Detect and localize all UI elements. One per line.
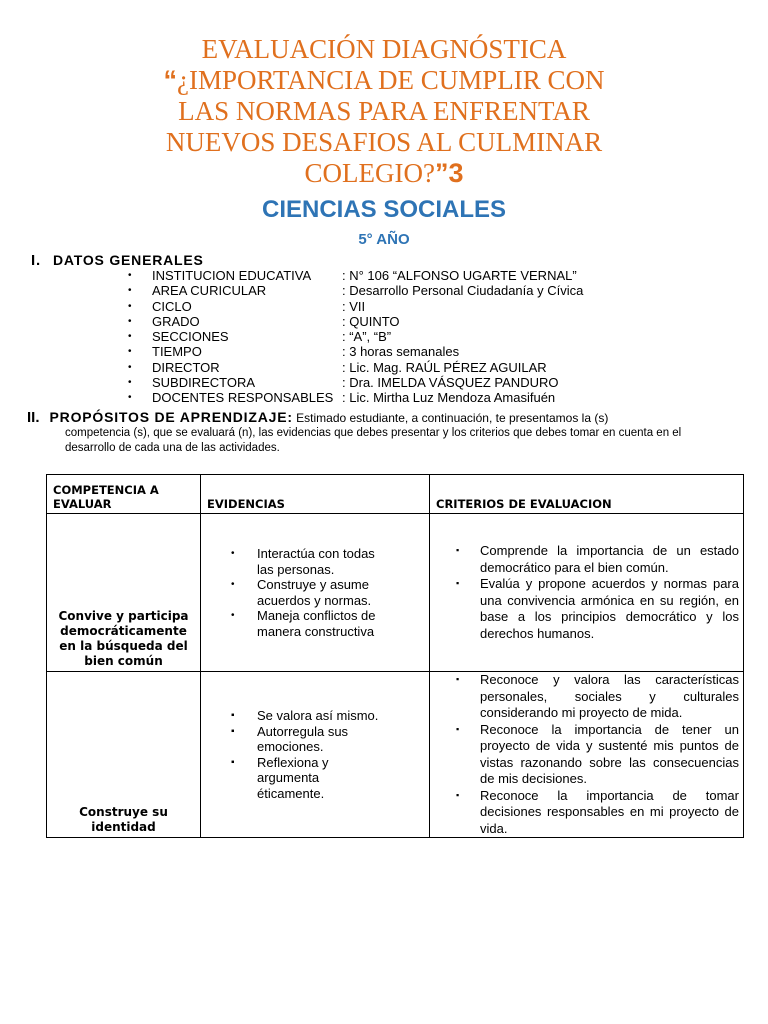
evidence-cell [201, 514, 430, 672]
field-value: : “A”, “B” [342, 329, 392, 345]
field-label: SECCIONES [152, 329, 229, 345]
bullet: ▪ [456, 578, 460, 588]
evidence-text: Autorregula sus emociones. [257, 723, 349, 754]
bullet: • [231, 548, 235, 559]
close-quote: ”3 [434, 158, 464, 188]
grade-heading: 5° AÑO [358, 231, 410, 248]
title-line-3: LAS NORMAS PARA ENFRENTAR [178, 96, 590, 126]
bullet: ▪ [456, 723, 460, 734]
evidence-text: Reflexiona y argumenta éticamente. [257, 754, 329, 801]
purpose-intro-continued: competencia (s), que se evaluará (n), las evidencias que debes presentar y los criterios que debes tomar en cuenta en el desarrollo de cada una de las actividades. [65, 427, 682, 454]
criterion-text: Comprende la importancia de un estado democrático para el bien común. [480, 543, 739, 575]
general-data-item [128, 360, 728, 375]
evidence-item [201, 755, 382, 802]
evidence-item [201, 708, 382, 724]
field-label: DIRECTOR [152, 359, 220, 375]
general-data-item [128, 390, 728, 405]
criterion-text: Reconoce la importancia de tomar decisiones responsables en mi proyecto de vida. [480, 787, 739, 836]
section-propositos [27, 410, 717, 455]
title-line-4: NUEVOS DESAFIOS AL CULMINAR [165, 127, 603, 157]
bullet: • [128, 270, 132, 281]
bullet: • [128, 285, 132, 297]
title-line-2-text: ¿IMPORTANCIA DE CUMPLIR CON [177, 65, 605, 95]
evidence-item [201, 608, 382, 639]
bullet: ▪ [456, 545, 460, 555]
header-evidencias: EVIDENCIAS [201, 475, 430, 514]
field-label: DOCENTES RESPONSABLES [152, 390, 334, 406]
section-heading: DATOS GENERALES [52, 252, 204, 268]
general-data-item [128, 283, 728, 298]
criteria-list [430, 672, 743, 837]
field-value: : Desarrollo Personal Ciudadanía y Cívica [342, 283, 584, 299]
bullet: • [128, 346, 132, 358]
criterion-text: Reconoce y valora las características personales, sociales y culturales considerando mi proyecto de mida. [480, 672, 739, 720]
title-line-5-text: COLEGIO? [304, 158, 435, 188]
evidence-item [201, 546, 382, 577]
title-line-5 [0, 158, 768, 189]
evidence-list [201, 708, 429, 801]
general-data-item [128, 329, 728, 344]
competency-table [46, 474, 744, 838]
field-label: TIEMPO [152, 344, 202, 360]
field-label: INSTITUCION EDUCATIVA [152, 268, 312, 283]
bullet: • [128, 392, 132, 404]
general-data-item [128, 299, 728, 314]
general-data-item [128, 375, 728, 390]
open-quote: “ [163, 65, 177, 95]
bullet: • [128, 300, 132, 312]
field-label: AREA CURICULAR [152, 283, 267, 299]
purpose-intro: Estimado estudiante, a continuación, te presentamos la (s) [296, 411, 609, 425]
bullet: • [128, 331, 132, 343]
field-value: : 3 horas semanales [342, 344, 460, 360]
general-data-item [128, 344, 728, 359]
criterion-item [430, 788, 743, 838]
criterion-text: Evalúa y propone acuerdos y normas para una convivencia armónica en su región, en base a los principios democrático y los derechos humanos. [480, 576, 739, 641]
criteria-cell [430, 514, 744, 672]
field-label: GRADO [152, 313, 200, 329]
field-value: : QUINTO [342, 313, 400, 329]
general-data-item [128, 268, 728, 283]
evidence-item [201, 577, 382, 608]
bullet: • [231, 610, 235, 621]
field-value: : VII [342, 298, 366, 314]
bullet: • [128, 361, 132, 373]
section-datos-generales [31, 252, 204, 269]
header-criterios: CRITERIOS DE EVALUACION [430, 475, 744, 514]
subject-heading: CIENCIAS SOCIALES [261, 196, 507, 223]
evidence-text: Construye y asume acuerdos y normas. [257, 577, 372, 608]
bullet: • [128, 377, 132, 389]
bullet: ▪ [231, 710, 235, 721]
title-line-1: EVALUACIÓN DIAGNÓSTICA [201, 34, 567, 64]
criteria-cell [430, 672, 744, 838]
criterion-item [430, 576, 743, 642]
criterion-item [430, 672, 743, 722]
bullet: ▪ [231, 756, 235, 768]
competency-cell: Construye su identidad [47, 672, 201, 838]
field-label: SUBDIRECTORA [152, 375, 256, 391]
evidence-text: Se valora así mismo. [257, 708, 379, 723]
criteria-list [430, 543, 743, 642]
field-value: : Lic. Mag. RAÚL PÉREZ AGUILAR [342, 359, 547, 375]
evidence-cell [201, 672, 430, 838]
criterion-item [430, 722, 743, 788]
general-data-item [128, 314, 728, 329]
criterion-item [430, 543, 743, 576]
field-value: : Dra. IMELDA VÁSQUEZ PANDURO [342, 375, 559, 391]
field-value: : Lic. Mirtha Luz Mendoza Amasifuén [342, 390, 556, 406]
evidence-text: Maneja conflictos de manera constructiva [257, 608, 376, 639]
header-competencia: COMPETENCIA A EVALUAR [47, 475, 201, 514]
section-heading: PROPÓSITOS DE APRENDIZAJE: [49, 409, 293, 425]
table-row [47, 514, 744, 672]
evidence-item [201, 724, 382, 755]
evidence-list [201, 546, 429, 639]
title-line-2 [0, 65, 768, 96]
competency-cell: Convive y participa democráticamente en la búsqueda del bien común [47, 514, 201, 672]
document-title [0, 34, 768, 189]
bullet: ▪ [231, 725, 235, 737]
field-label: CICLO [152, 298, 192, 314]
bullet: ▪ [456, 674, 460, 684]
evidence-text: Interactúa con todas las personas. [257, 546, 375, 577]
criterion-text: Reconoce la importancia de tener un proyecto de vida y sustenté mis puntos de vistas razonando sobre las consecuencias de mis decisiones. [480, 721, 739, 786]
bullet: • [231, 579, 235, 590]
bullet: • [128, 315, 132, 327]
general-data-list [128, 268, 728, 406]
field-value: : N° 106 “ALFONSO UGARTE VERNAL” [342, 268, 577, 283]
section-number: II. [27, 409, 40, 426]
section-number: I. [31, 252, 41, 269]
bullet: ▪ [456, 789, 460, 800]
table-header-row [47, 475, 744, 514]
table-row [47, 672, 744, 838]
